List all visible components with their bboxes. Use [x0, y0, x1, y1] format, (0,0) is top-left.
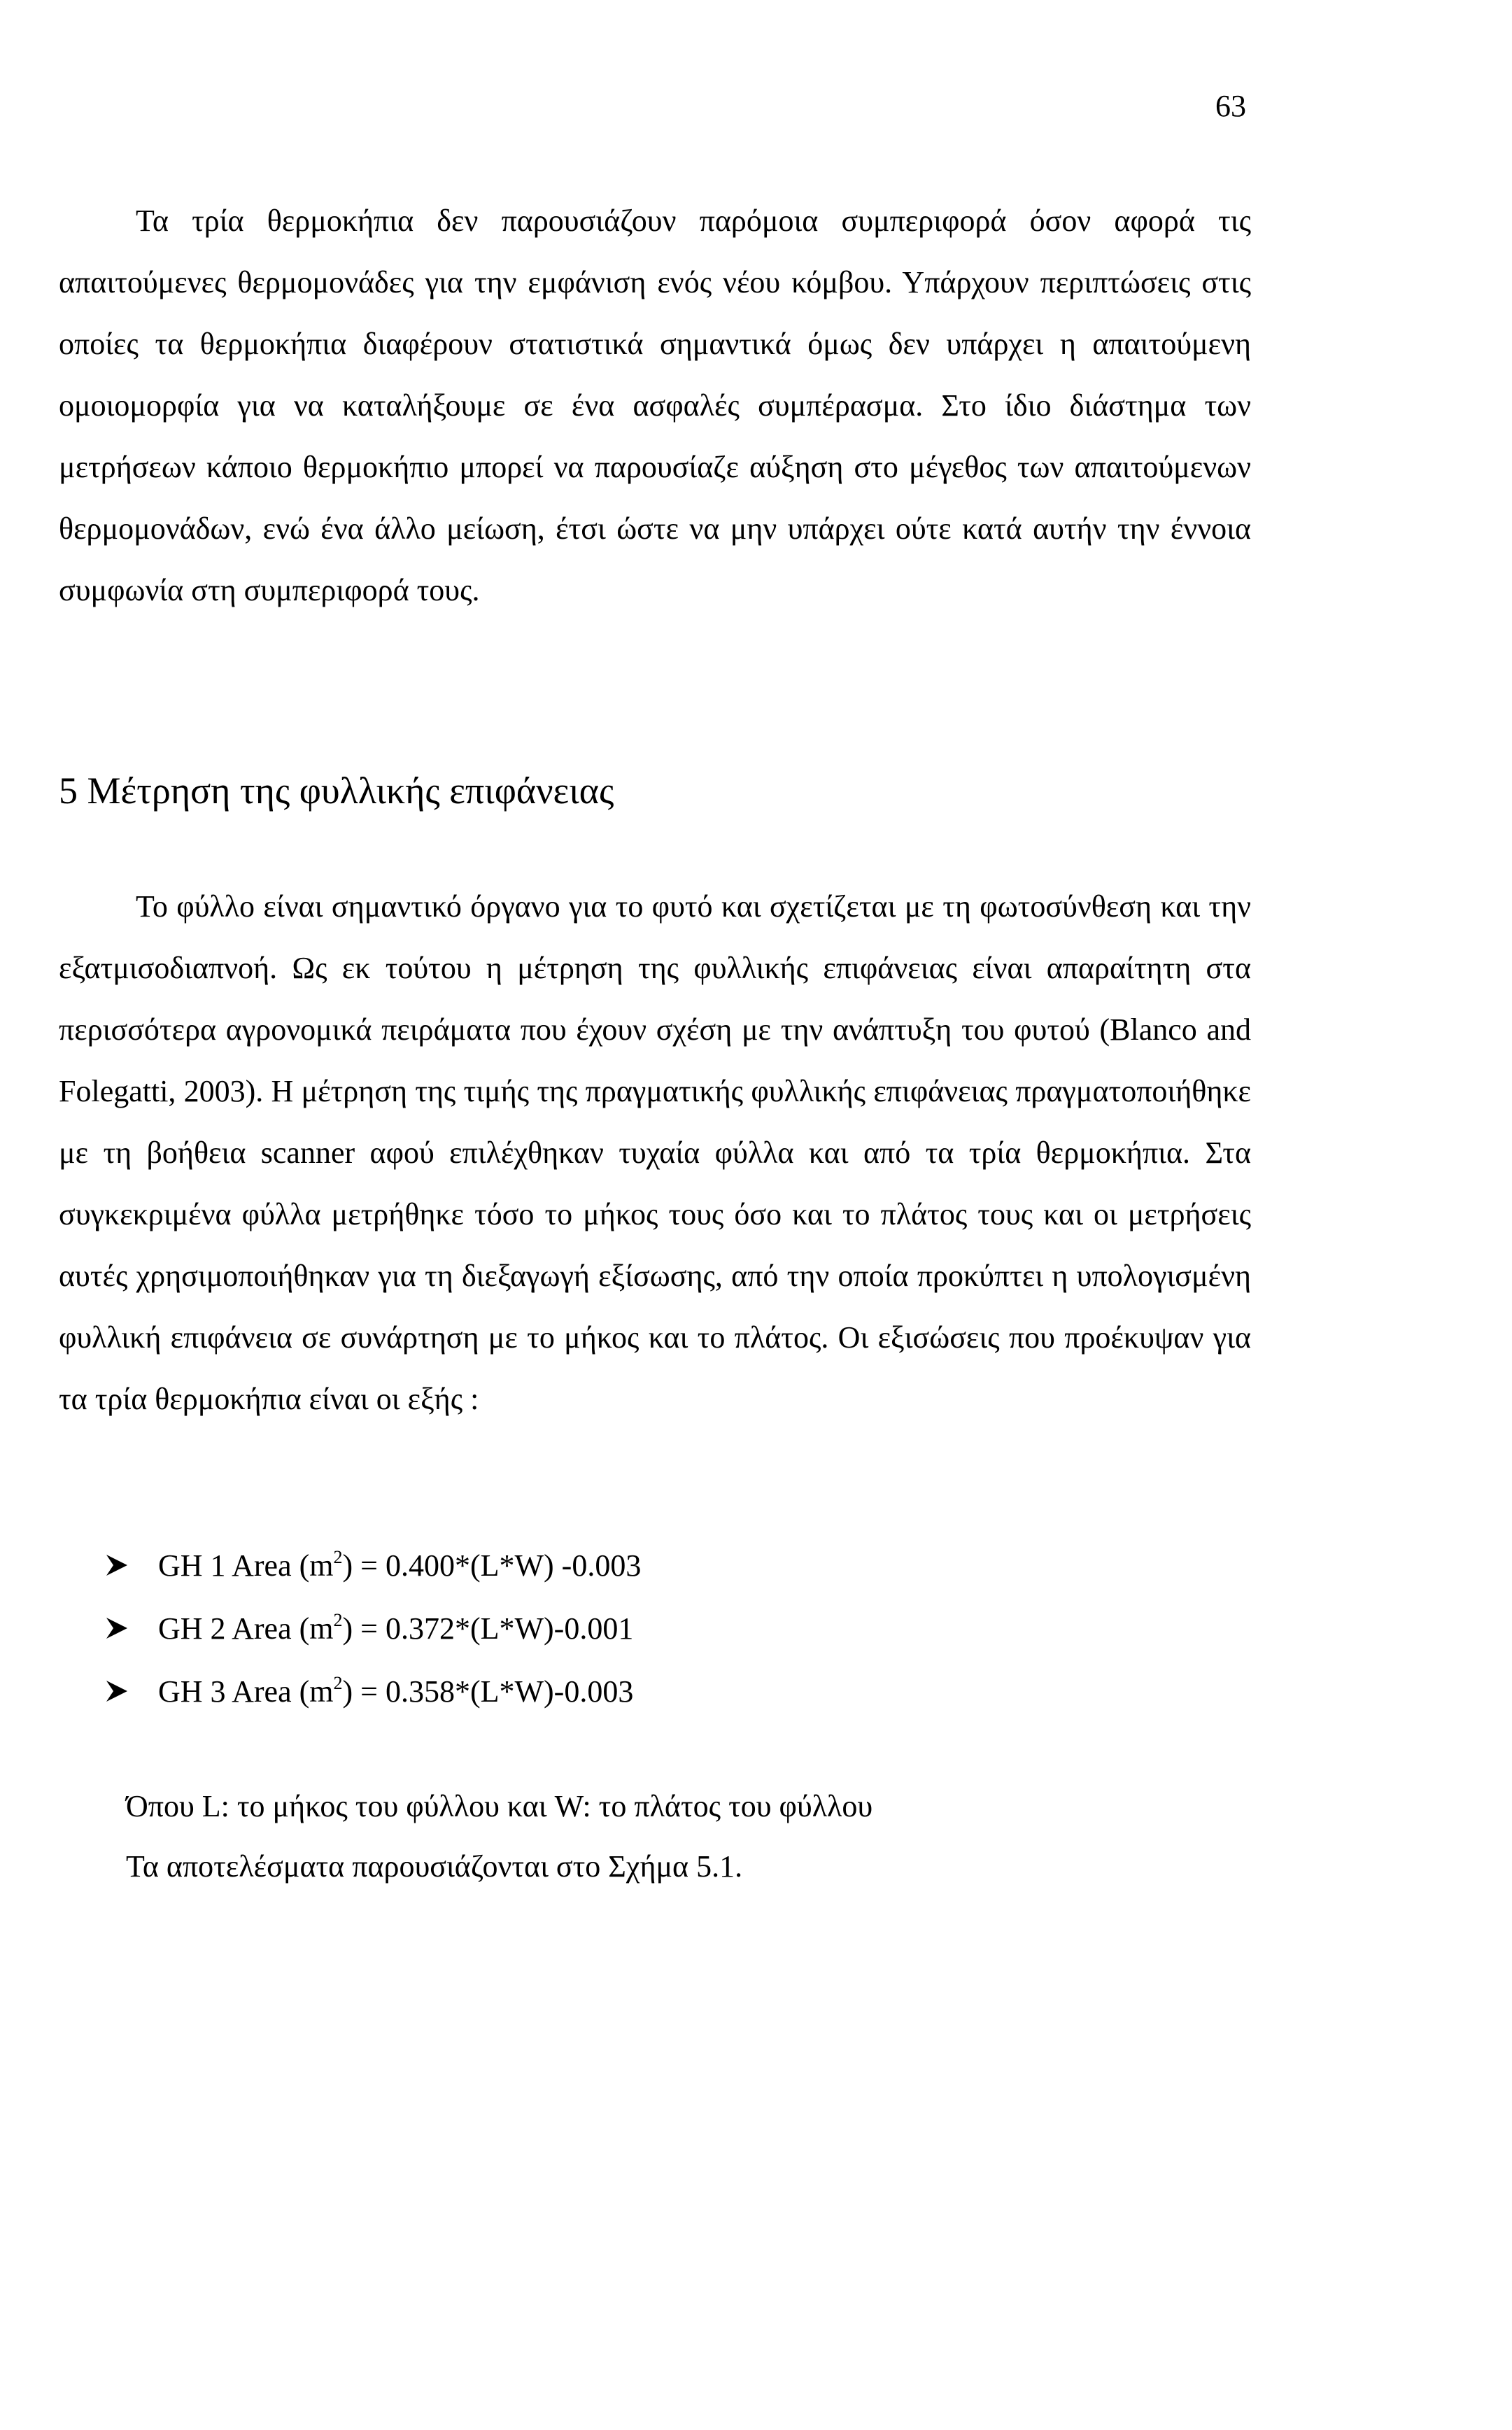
paragraph-thermal-units: Τα τρία θερμοκήπια δεν παρουσιάζουν παρόμοια συμπεριφορά όσον αφορά τις απαιτούμενες θερμομονάδες για την εμφάνιση ενός νέου κόμβου. Υπάρχουν περιπτώσεις στις οποίες τα θερμοκήπια διαφέρουν στατιστικά σημαντικά όμως δεν υπάρχει η απαιτούμενη ομοιομορφία για να καταλήξουμε σε ένα ασφαλές συμπέρασμα. Στο ίδιο διάστημα των μετρήσεων κάποιο θερμοκήπιο μπορεί να παρουσίαζε αύξηση στο μέγεθος των απαιτούμενων θερμομονάδων, ενώ ένα άλλο μείωση, έτσι ώστε να μην υπάρχει ούτε κατά αυτήν την έννοια συμφωνία στη συμπεριφορά τους.	[59, 204, 1251, 607]
equation-item	[105, 1534, 641, 1597]
page-number: 63	[1215, 89, 1246, 123]
equation-list	[105, 1534, 641, 1723]
equation-item	[105, 1660, 641, 1723]
arrow-bullet-icon	[105, 1679, 129, 1703]
results-reference-note: Τα αποτελέσματα παρουσιάζονται στο Σχήμα 5.1.	[126, 1849, 743, 1884]
arrow-bullet-icon	[105, 1616, 129, 1640]
equation-text: GH 2 Area $(m^2) = 0.372*(L*W)-0.001$	[158, 1609, 634, 1646]
paragraph-leaf-area: Το φύλλο είναι σημαντικό όργανο για το φυτό και σχετίζεται με τη φωτοσύνθεση και την εξατμισοδιαπνοή. Ως εκ τούτου η μέτρηση της φυλλικής επιφάνειας είναι απαραίτητη στα περισσότερα αγρονομικά πειράματα που έχουν σχέση με την ανάπτυξη του φυτού (Blanco and Folegatti, 2003). Η μέτρηση της τιμής της πραγματικής φυλλικής επιφάνειας πραγματοποιήθηκε με τη βοήθεια scanner αφού επιλέχθηκαν τυχαία φύλλα και από τα τρία θερμοκήπια. Στα συγκεκριμένα φύλλα μετρήθηκε τόσο το μήκος τους όσο και το πλάτος τους και οι μετρήσεις αυτές χρησιμοποιήθηκαν για τη διεξαγωγή εξίσωσης, από την οποία προκύπτει η υπολογισμένη φυλλική επιφάνεια σε συνάρτηση με το μήκος και το πλάτος. Οι εξισώσεις που προέκυψαν για τα τρία θερμοκήπια είναι οι εξής :	[59, 889, 1251, 1416]
variable-definition-note: Όπου L: το μήκος του φύλλου και W: το πλάτος του φύλλου	[126, 1789, 873, 1823]
arrow-bullet-icon	[105, 1553, 129, 1577]
section-heading: 5 Μέτρηση της φυλλικής επιφάνειας	[59, 770, 614, 812]
equation-item	[105, 1597, 641, 1660]
equation-text: GH 1 Area $(m^2) = 0.400*(L*W)$ -0.003	[158, 1546, 642, 1583]
equation-text: GH 3 Area $(m^2) = 0.358*(L*W)-0.003$	[158, 1672, 634, 1709]
